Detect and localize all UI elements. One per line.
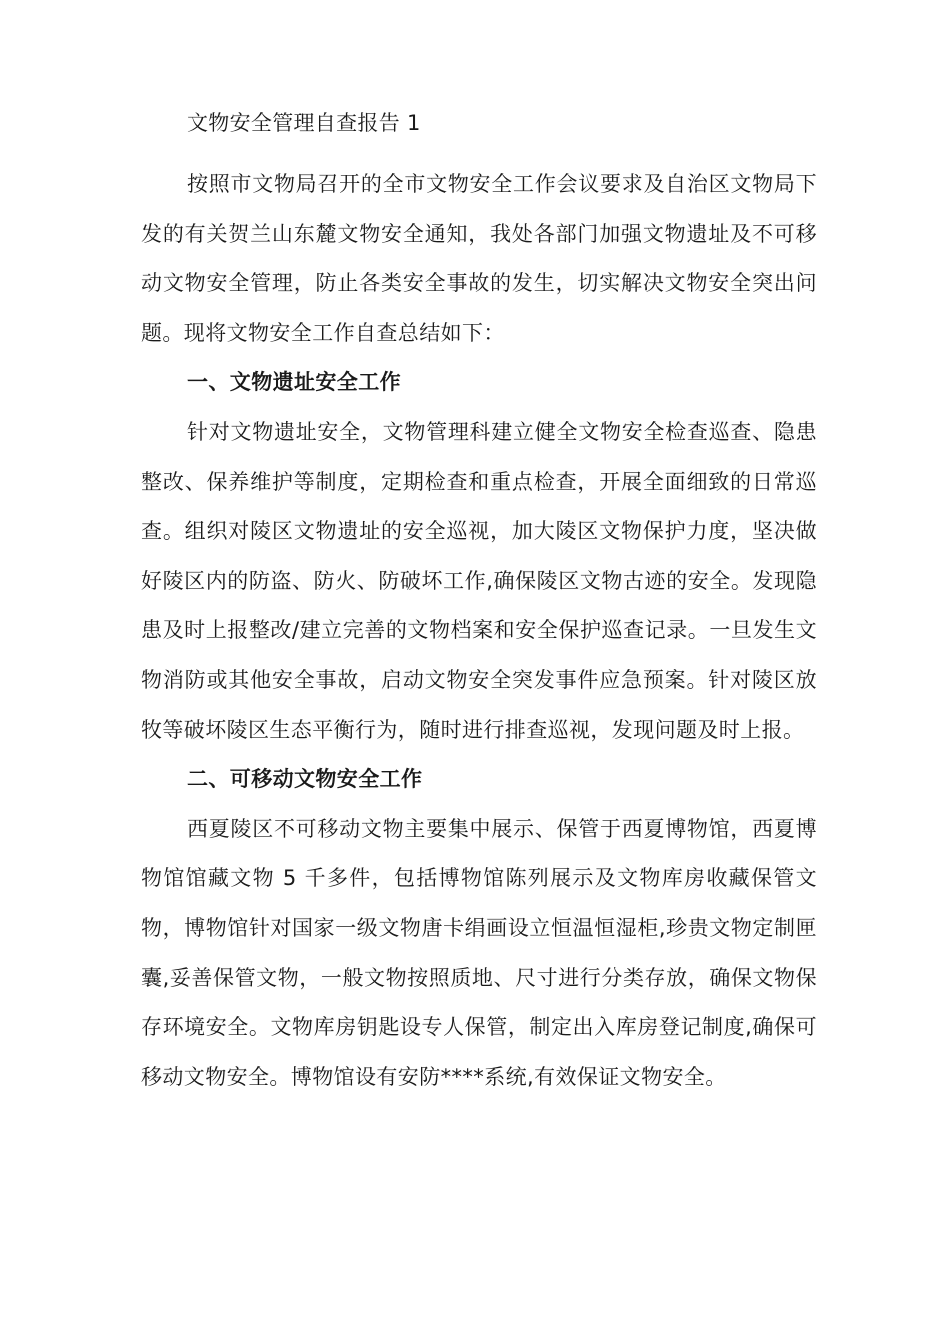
section-2-paragraph: 西夏陵区不可移动文物主要集中展示、保管于西夏博物馆，西夏博物馆馆藏文物 5 千多件，包括博物馆陈列展示及文物库房收藏保管文物，博物馆针对国家一级文物唐卡绢画设立恒温恒湿柜,珍贵文物定制匣囊,妥善保管文物，一般文物按照质地、尺寸进行分类存放，确保文物保存环境安全。文物库房钥匙设专人保管，制定出入库房登记制度,确保可移动文物安全。博物馆设有安防****系统,有效保证文物安全。 <box>141 816 817 1089</box>
document-body <box>141 98 817 1102</box>
section-1-paragraph: 针对文物遗址安全，文物管理科建立健全文物安全检查巡查、隐患整改、保养维护等制度，定期检查和重点检查，开展全面细致的日常巡查。组织对陵区文物遗址的安全巡视，加大陵区文物保护力度，坚决做好陵区内的防盗、防火、防破坏工作,确保陵区文物古迹的安全。发现隐患及时上报整改/建立完善的文物档案和安全保护巡查记录。一旦发生文物消防或其他安全事故，启动文物安全突发事件应急预案。针对陵区放牧等破坏陵区生态平衡行为，随时进行排查巡视，发现问题及时上报。 <box>141 419 817 742</box>
section-2-heading: 二、可移动文物安全工作 <box>187 767 423 792</box>
intro-paragraph: 按照市文物局召开的全市文物安全工作会议要求及自治区文物局下发的有关贺兰山东麓文物安全通知，我处各部门加强文物遗址及不可移动文物安全管理，防止各类安全事故的发生，切实解决文物安全突出问题。现将文物安全工作自查总结如下： <box>141 172 817 345</box>
document-title: 文物安全管理自查报告 1 <box>187 111 421 135</box>
section-1-heading: 一、文物遗址安全工作 <box>187 370 401 395</box>
